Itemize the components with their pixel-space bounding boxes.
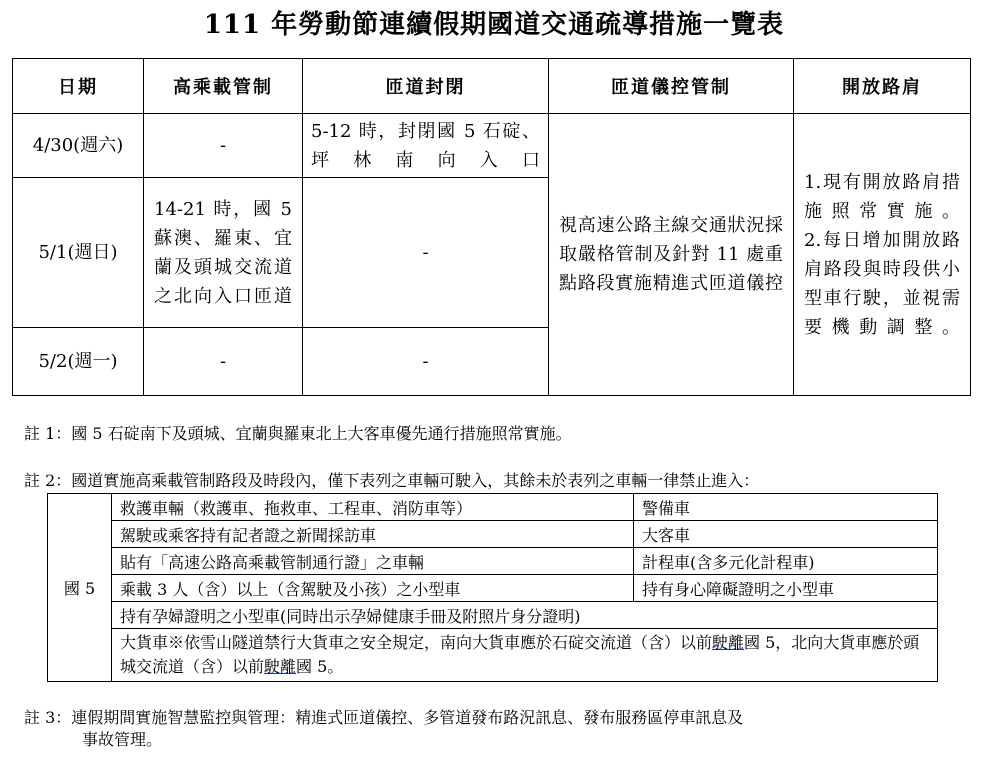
ramp-closure-cell: - [303,328,549,396]
note-1: 註 1：國 5 石碇南下及頭城、宜蘭與羅東北上大客車優先通行措施照常實施。 [24,424,572,443]
measures-table [12,58,971,396]
hov-cell: 14-21 時，國 5 蘇澳、羅東、宜蘭及頭城交流道之北向入口匝道 [144,178,303,328]
underlined-text: 駛離 [712,633,745,652]
vehicle-cell: 救護車輛（救護車、拖救車、工程車、消防車等） [112,494,634,521]
date-cell: 4/30(週六) [13,114,144,178]
ramp-closure-cell: - [303,178,549,328]
vehicle-cell: 持有孕婦證明之小型車(同時出示孕婦健康手冊及附照片身分證明) [112,602,938,629]
table-row [48,629,938,682]
page-title: 111 年勞動節連續假期國道交通疏導措施一覽表 [203,10,785,40]
date-cell: 5/1(週日) [13,178,144,328]
vehicle-cell: 貼有「高速公路高乘載管制通行證」之車輛 [112,548,634,575]
ramp-metering-cell: 視高速公路主線交通狀況採取嚴格管制及針對 11 處重點路段實施精進式匝道儀控 [549,114,794,396]
truck-rule-text: 大貨車※依雪山隧道禁行大貨車之安全規定，南向大貨車應於石碇交流道（含）以前 [120,633,713,652]
note-3-line-2: 事故管理。 [82,730,163,749]
shoulder-item-2: 2.每日增加開放路肩路段與時段供小型車行駛，並視需要機動調整。 [804,229,960,338]
truck-rule-cell [112,629,938,682]
table-row [48,521,938,548]
vehicle-cell: 持有身心障礙證明之小型車 [634,575,938,602]
header-ramp-metering: 匝道儀控管制 [549,59,794,114]
table-header-row [13,59,971,114]
header-shoulder: 開放路肩 [794,59,971,114]
note-3 [24,707,743,751]
allowed-vehicles-table [47,493,938,682]
vehicle-cell: 警備車 [634,494,938,521]
note-2: 註 2：國道實施高乘載管制路段及時段內，僅下表列之車輛可駛入，其餘未於表列之車輛一律禁止進入： [24,471,760,490]
table-row [48,494,938,521]
vehicle-cell: 駕駛或乘客持有記者證之新聞採訪車 [112,521,634,548]
header-ramp-closure: 匝道封閉 [303,59,549,114]
vehicle-cell: 大客車 [634,521,938,548]
table-row [48,575,938,602]
vehicle-cell: 乘載 3 人（含）以上（含駕駛及小孩）之小型車 [112,575,634,602]
vehicle-cell: 計程車(含多元化計程車) [634,548,938,575]
hov-cell: - [144,114,303,178]
route-cell: 國 5 [48,494,112,682]
shoulder-cell [794,114,971,396]
underlined-text: 駛離 [264,657,297,676]
date-cell: 5/2(週一) [13,328,144,396]
ramp-closure-cell: 5-12 時，封閉國 5 石碇、坪林南向入口 [303,114,549,178]
truck-rule-text: 國 5。 [296,657,344,676]
note-3-line-1: 註 3：連假期間實施智慧監控與管理：精進式匝道儀控、多管道發布路況訊息、發布服務區停車訊息及 [24,708,744,727]
header-hov: 高乘載管制 [144,59,303,114]
table-row [13,114,971,178]
table-row [48,548,938,575]
truck-rule-text: 國 5，北向大貨車應於頭城交流道（含）以前 [120,633,920,676]
table-row [48,602,938,629]
shoulder-item-1: 1.現有開放路肩措施照常實施。 [804,171,960,222]
header-date: 日期 [13,59,144,114]
hov-cell: - [144,328,303,396]
